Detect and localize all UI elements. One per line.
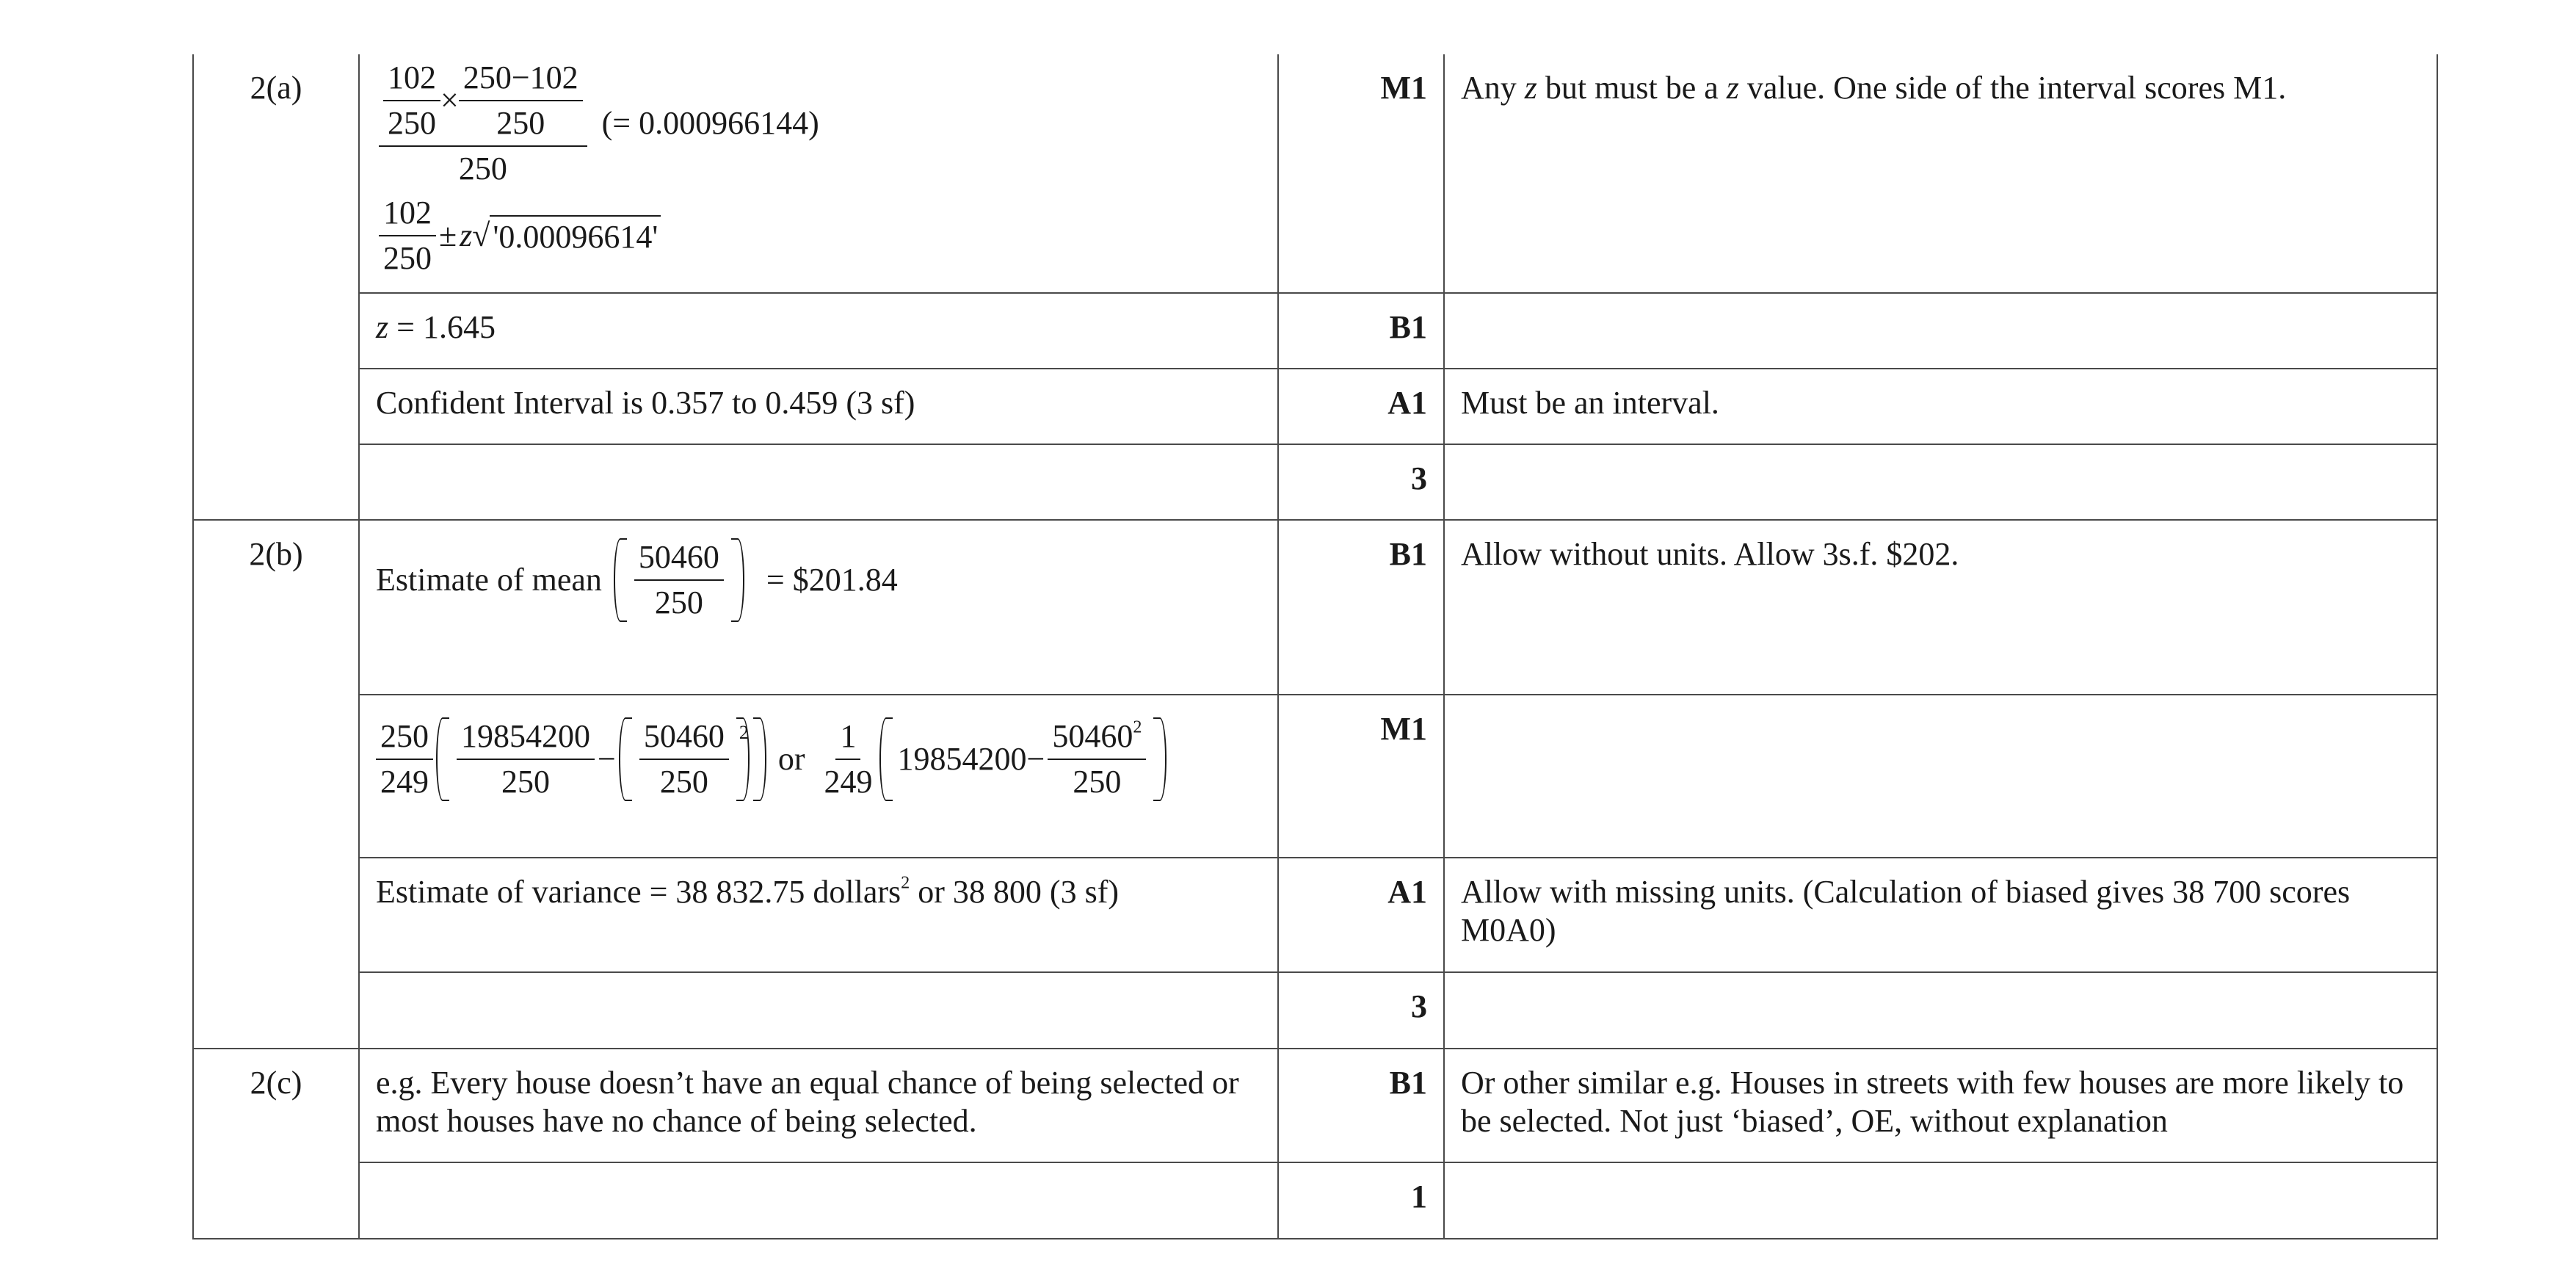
table-row (193, 369, 2437, 444)
sqrt-sign: √ (472, 217, 490, 253)
fraction: $\frac{102}{250}$ × $\frac{250-102}{250}$ 250 (379, 59, 587, 188)
mark-cell: B1 (1278, 520, 1444, 695)
total-mark: 1 (1278, 1162, 1444, 1239)
total-mark: 3 (1278, 444, 1444, 520)
answer-cell (359, 520, 1278, 695)
mark-cell: A1 (1278, 369, 1444, 444)
guidance-cell (1444, 293, 2437, 369)
table-row (193, 1049, 2437, 1162)
table-row (193, 858, 2437, 972)
bracket: $\frac{19854200}{250}$ − $\frac{50460}{250}$ 2 (436, 717, 766, 801)
guidance-cell: Allow with missing units. (Calculation of biased gives 38 700 scores M0A0) (1444, 858, 2437, 972)
answer-cell (359, 444, 1278, 520)
mark-scheme-table (192, 54, 2438, 1239)
table-row (193, 54, 2437, 293)
table-row (193, 444, 2437, 520)
guidance-cell (1444, 1162, 2437, 1239)
total-mark: 3 (1278, 972, 1444, 1049)
answer-cell (359, 972, 1278, 1049)
answer-cell: z = 1.645 (359, 293, 1278, 369)
fraction: $\frac{102}{250}$ (379, 194, 436, 278)
answer-cell (359, 695, 1278, 858)
table-row (193, 520, 2437, 695)
variance-formula: $\frac{250}{249}$ $\frac{19854200}{250}$ − $\frac{50460}{250}$ 2 or $\frac{1}{249}$ 19854200 − $\frac{50460^2}{250}$ (376, 717, 1261, 801)
mark-cell: M1 (1278, 54, 1444, 293)
mean-result: = $201.84 (766, 561, 898, 598)
variance-expression (376, 59, 1261, 188)
guidance-cell: Or other similar e.g. Houses in streets with few houses are more likely to be selected. Not just ‘biased’, OE, without explanation (1444, 1049, 2437, 1162)
answer-cell (359, 1162, 1278, 1239)
fraction: $\frac{50460^2}{250}$ (1048, 717, 1146, 801)
guidance-cell: Any z but must be a z value. One side of the interval scores M1. (1444, 54, 2437, 293)
guidance-cell (1444, 695, 2437, 858)
question-label: 2(b) (193, 520, 359, 1049)
answer-cell: Estimate of variance = 38 832.75 dollars$^2$ or 38 800 (3 sf) (359, 858, 1278, 972)
guidance-cell (1444, 972, 2437, 1049)
question-label: 2(a) (193, 54, 359, 520)
mark-cell: B1 (1278, 1049, 1444, 1162)
mark-cell: A1 (1278, 858, 1444, 972)
mark-cell: B1 (1278, 293, 1444, 369)
answer-cell: Confident Interval is 0.357 to 0.459 (3 sf) (359, 369, 1278, 444)
variance-value: (= 0.000966144) (601, 104, 819, 141)
table-row (193, 1162, 2437, 1239)
guidance-cell: Must be an interval. (1444, 369, 2437, 444)
fraction: $\frac{250}{249}$ (376, 717, 433, 801)
table-row (193, 695, 2437, 858)
bracket (614, 538, 744, 622)
mark-cell: M1 (1278, 695, 1444, 858)
interval-expression: $\frac{102}{250}$ ± z √ '0.00096614' (376, 194, 1261, 278)
mean-expression: Estimate of mean $\frac{50460}{250}$ = $201.84 (376, 539, 898, 620)
fraction: $\frac{1}{249}$ (824, 718, 873, 800)
fraction: $\frac{50460}{250}$ (634, 538, 724, 622)
guidance-cell (1444, 444, 2437, 520)
bracket (619, 717, 750, 801)
table-row (193, 972, 2437, 1049)
guidance-cell: Allow without units. Allow 3s.f. $202. (1444, 520, 2437, 695)
sqrt-value: '0.00096614' (490, 215, 661, 256)
bracket: 19854200 − $\frac{50460^2}{250}$ (879, 717, 1167, 801)
answer-cell (359, 54, 1278, 293)
question-label: 2(c) (193, 1049, 359, 1239)
table-row (193, 293, 2437, 369)
fraction: $\frac{19854200}{250}$ (457, 717, 595, 801)
fraction: $\frac{50460}{250}$ (639, 717, 729, 801)
answer-cell: e.g. Every house doesn’t have an equal chance of being selected or most houses have no chance of being selected. (359, 1049, 1278, 1162)
